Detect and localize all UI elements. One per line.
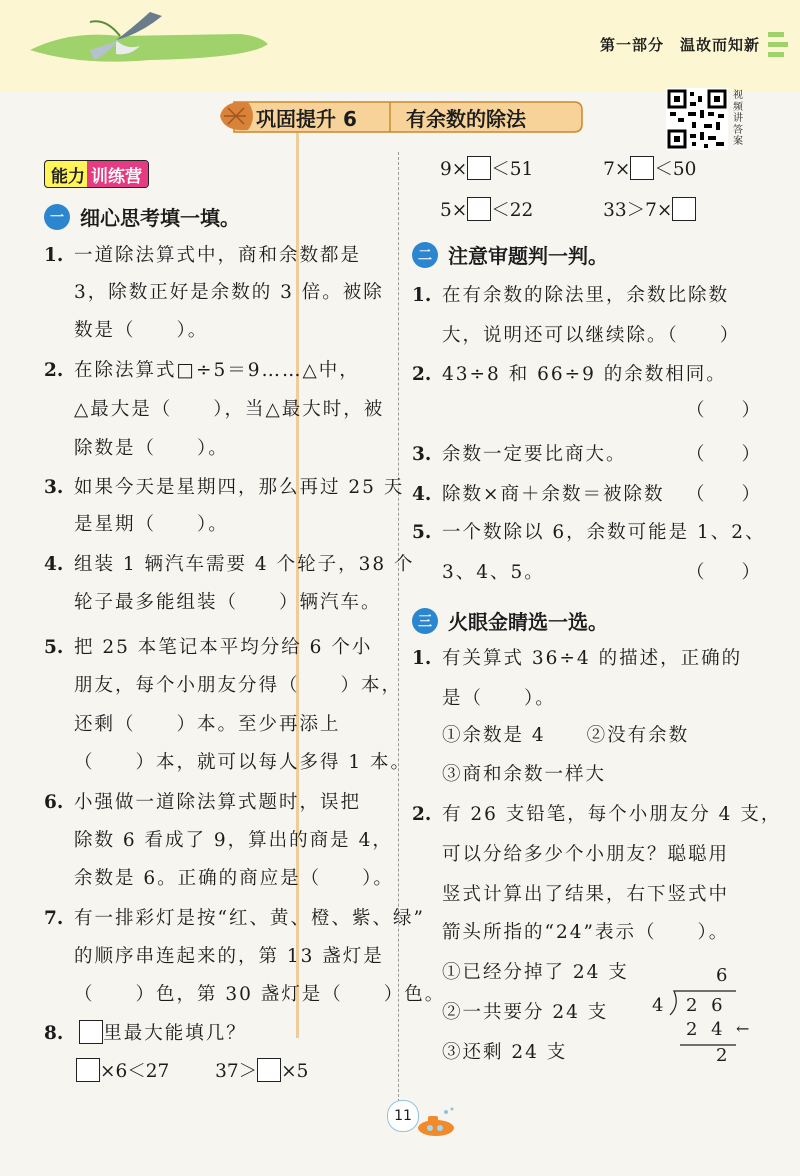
question-text: 有一排彩灯是按“红、黄、橙、紫、绿”: [74, 908, 425, 929]
question-number: 2.: [44, 360, 64, 381]
section-title: 注意审题判一判。: [448, 244, 608, 268]
question-line: [44, 750, 411, 776]
question-text: 除数×商＋余数＝被除数: [442, 484, 665, 505]
question-line: [44, 552, 415, 578]
badge-part2: 训练营: [87, 161, 148, 187]
question-line: [412, 920, 729, 946]
question-text: 在有余数的除法里，余数比除数: [442, 285, 730, 306]
question-text: 大，说明还可以继续除。（ ）: [442, 325, 741, 346]
q8-item-text: ＜51: [491, 159, 534, 180]
question-line: [412, 520, 766, 546]
q8-item-text: ×5: [281, 1061, 309, 1082]
question-line: [44, 828, 393, 854]
question-line: [44, 590, 382, 616]
ability-training-badge: [44, 160, 149, 188]
qr-code-icon[interactable]: [666, 88, 728, 150]
question-text: 组装 1 辆汽车需要 4 个轮子，38 个: [74, 554, 415, 575]
question-text: 除数是（ ）。: [74, 438, 229, 459]
qr-caption: 视频讲答案: [733, 90, 743, 147]
answer-box[interactable]: [467, 156, 491, 180]
answer-box[interactable]: [630, 156, 654, 180]
question-line: [44, 358, 360, 384]
question-text: 有 26 支铅笔，每个小朋友分 4 支，: [442, 804, 782, 825]
q8-item-text: 9×: [440, 159, 468, 180]
answer-parentheses[interactable]: （ ）: [686, 562, 761, 583]
question-line: [44, 397, 384, 423]
q8-item-text: ＜22: [491, 200, 534, 221]
question-line: [44, 635, 372, 661]
question-text: 余数是 6。正确的商应是（ ）。: [74, 868, 394, 889]
question-line: [412, 362, 727, 388]
question-text: 竖式计算出了结果，右下竖式中: [442, 884, 730, 905]
question-line: [412, 560, 545, 586]
q8-item-text: 7×: [603, 159, 631, 180]
q8-item-text: 37＞: [215, 1061, 258, 1082]
badge-part1: 能力: [51, 167, 85, 187]
question-line: [412, 1000, 608, 1026]
question-line: [44, 790, 361, 816]
section-number-badge: 一: [44, 204, 70, 230]
question-text: （ ）本，就可以每人多得 1 本。: [74, 752, 412, 773]
question-text: 是星期（ ）。: [74, 514, 229, 535]
section-title: 细心思考填一填。: [80, 206, 240, 230]
question-line: [412, 646, 742, 672]
question-text: 的顺序串连起来的，第 13 盏灯是: [74, 946, 384, 967]
question-line: [412, 686, 556, 712]
question-number: 8.: [44, 1023, 64, 1044]
q8-item-text: 5×: [440, 200, 468, 221]
question-line: [412, 1040, 567, 1066]
question-line: [412, 762, 606, 788]
question-line: [44, 712, 341, 738]
question-line: [44, 243, 361, 269]
section-title: 火眼金睛选一选。: [448, 610, 608, 634]
question-line: [412, 802, 781, 828]
q8-item-text: ×6＜27: [100, 1061, 170, 1082]
section-heading-fill: [44, 202, 240, 231]
question-line: [44, 436, 229, 462]
leaf-decoration-icon: [764, 28, 794, 64]
question-line: [44, 512, 229, 538]
question-line: [44, 673, 402, 699]
question-text: 里最大能填几？: [103, 1023, 247, 1044]
ld-lines: [640, 965, 750, 1071]
answer-box[interactable]: [79, 1020, 103, 1044]
question-text: ③还剩 24 支: [442, 1042, 568, 1063]
answer-parentheses[interactable]: （ ）: [686, 400, 761, 421]
question-text: ①余数是 4 ②没有余数: [442, 725, 690, 746]
question-text: 轮子最多能组装（ ）辆汽车。: [74, 592, 382, 613]
question-number: 5.: [44, 637, 64, 658]
question-text: 有关算式 36÷4 的描述，正确的: [442, 648, 743, 669]
answer-box[interactable]: [257, 1058, 281, 1082]
question-text: ①已经分掉了 24 支: [442, 962, 629, 983]
answer-box[interactable]: [672, 197, 696, 221]
question-text: 小强做一道除法算式题时，误把: [74, 792, 362, 813]
question-line: [44, 318, 208, 344]
section-number-badge: 三: [412, 608, 438, 634]
lesson-number: 巩固提升 6: [256, 107, 357, 131]
question-line: [44, 866, 394, 892]
question-line: [412, 482, 665, 508]
ld-divisor: 4: [652, 995, 664, 1016]
question-number: 4.: [44, 554, 64, 575]
question-number: 1.: [412, 648, 432, 669]
question-text: △最大是（ ），当△最大时，被: [74, 399, 385, 420]
question-number: 4.: [412, 484, 432, 505]
section-heading-judge: [412, 240, 608, 269]
question-number: 3.: [412, 444, 432, 465]
long-division-figure: [640, 965, 750, 1071]
q8-item-text: 33＞7×: [603, 200, 673, 221]
question-text: 3、4、5。: [442, 562, 545, 583]
page-number: 11: [387, 1100, 419, 1132]
question-line: [412, 283, 729, 309]
question-number: 1.: [412, 285, 432, 306]
question-line: [44, 475, 404, 501]
question-text: 是（ ）。: [442, 688, 556, 709]
question-line: [412, 323, 740, 349]
question-text: 可以分给多少个小朋友？聪聪用: [442, 844, 730, 865]
ld-product: 2 4: [686, 1019, 727, 1040]
question-number: 2.: [412, 804, 432, 825]
question-line: [412, 442, 627, 468]
question-text: ②一共要分 24 支: [442, 1002, 609, 1023]
answer-box[interactable]: [76, 1058, 100, 1082]
question-text: 箭头所指的“24”表示（ ）。: [442, 922, 730, 943]
submarine-icon: [416, 1106, 460, 1138]
section-label: 第一部分 温故而知新: [599, 36, 760, 54]
question-line: [412, 842, 729, 868]
question-text: ③商和余数一样大: [442, 764, 607, 785]
question-number: 5.: [412, 522, 432, 543]
question-line: [44, 906, 425, 932]
question-text: 如果今天是星期四，那么再过 25 天: [74, 477, 405, 498]
question-number: 3.: [44, 477, 64, 498]
question-text: 43÷8 和 66÷9 的余数相同。: [442, 364, 727, 385]
question-line: [412, 723, 689, 749]
question-text: 在除法算式□÷5＝9……△中，: [74, 360, 360, 381]
seagull-banner-illustration: [30, 10, 270, 76]
question-text: 一个数除以 6，余数可能是 1、2、: [442, 522, 766, 543]
question-number: 7.: [44, 908, 64, 929]
question-8: [44, 1020, 247, 1047]
question-text: 余数一定要比商大。: [442, 444, 627, 465]
question-text: 除数 6 看成了 9，算出的商是 4，: [74, 830, 393, 851]
question-line: [412, 882, 729, 908]
question-text: 还剩（ ）本。至少再添上: [74, 714, 341, 735]
q8-item-text: ＜50: [654, 159, 697, 180]
question-line: [44, 982, 445, 1008]
question-line: [412, 960, 629, 986]
lesson-topic: 有余数的除法: [406, 107, 526, 131]
ld-dividend: 2 6: [686, 995, 727, 1016]
question-text: 朋友，每个小朋友分得（ ）本，: [74, 675, 403, 696]
question-line: [44, 944, 384, 970]
question-text: （ ）色，第 30 盏灯是（ ）色。: [74, 984, 446, 1005]
section-heading-choose: [412, 606, 608, 635]
question-text: 把 25 本笔记本平均分给 6 个小: [74, 637, 373, 658]
question-number: 1.: [44, 245, 64, 266]
section-number-badge: 二: [412, 242, 438, 268]
ld-quotient: 6: [716, 965, 728, 986]
column-divider: [398, 152, 399, 1112]
q8-items-left: [76, 1058, 308, 1085]
question-number: 2.: [412, 364, 432, 385]
question-number: 6.: [44, 792, 64, 813]
answer-parentheses[interactable]: （ ）: [686, 444, 761, 465]
q8-items-right-row2: [440, 197, 696, 224]
ld-remainder: 2: [716, 1045, 728, 1066]
question-text: 数是（ ）。: [74, 320, 209, 341]
question-text: 3，除数正好是余数的 3 倍。被除: [74, 282, 384, 303]
arrow-left-icon: ←: [736, 1019, 750, 1038]
q8-items-right-row1: [440, 156, 696, 183]
question-text: 一道除法算式中，商和余数都是: [74, 245, 362, 266]
question-line: [44, 280, 384, 306]
answer-parentheses[interactable]: （ ）: [686, 484, 761, 505]
lesson-title-banner: [214, 98, 584, 134]
answer-box[interactable]: [467, 197, 491, 221]
